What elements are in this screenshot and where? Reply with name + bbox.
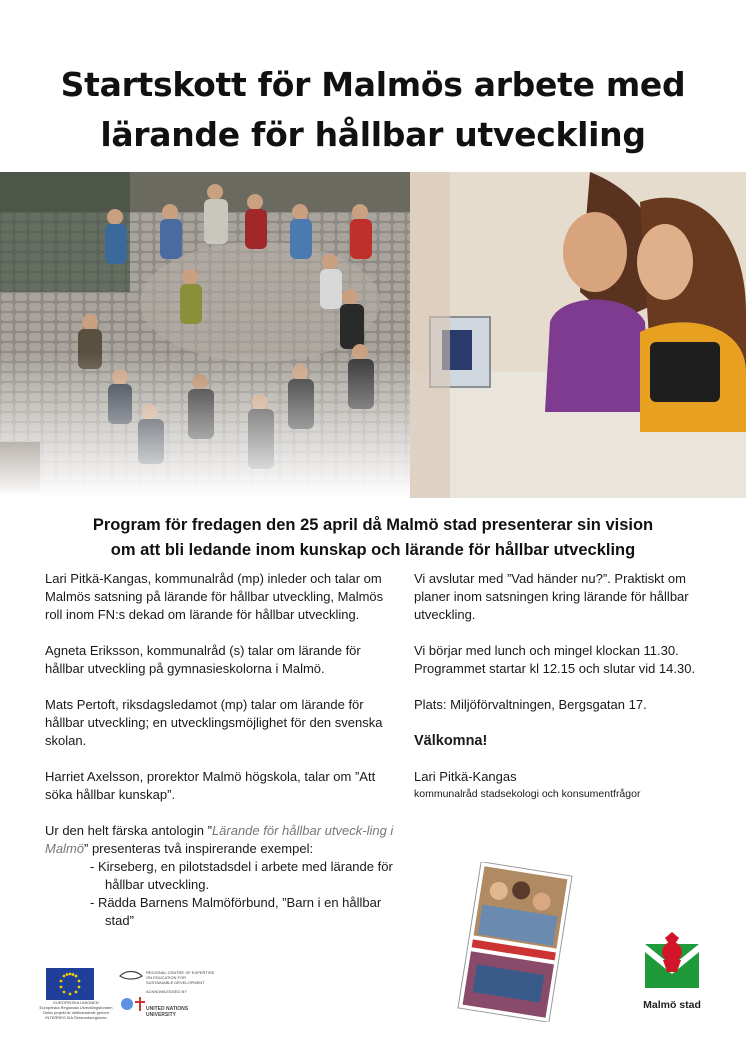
program-left-column [45, 570, 400, 930]
header-photos [0, 172, 746, 498]
anthology-booklet-image [455, 862, 575, 1027]
signature-role: kommunalråd stadsekologi och konsumentfrågor [414, 788, 641, 800]
eu-label-3: Detta projekt är delfinansierat genom [43, 1010, 109, 1015]
malmo-griffin-icon [641, 930, 703, 992]
program-item-1: Lari Pitkä-Kangas, kommunalråd (mp) inleder och talar om Malmös satsning på lärande för hållbar utveckling, Malmös roll inom FN:s dekad om lärande för hållbar utveckling. [45, 571, 384, 622]
malmo-stad-logo [640, 930, 704, 1011]
subtitle-line-2: om att bli ledande inom kunskap och lärande för hållbar utveckling [110, 541, 636, 559]
example-bullet-2: - Rädda Barnens Malmöförbund, ”Barn i en hållbar stad” [90, 895, 382, 928]
rce-label-1: REGIONAL CENTRE OF EXPERTISE [146, 970, 215, 975]
partner-logos [36, 966, 236, 1031]
rce-label-4: ACKNOWLEDGED BY [146, 989, 187, 994]
anthology-intro [45, 822, 400, 858]
title-line-2: lärande för hållbar utveckling [100, 115, 646, 154]
eu-label-4: INTERREG IIIA Öresundsregionen [45, 1015, 107, 1020]
unu-label-2: UNIVERSITY [146, 1012, 177, 1018]
malmo-stad-label: Malmö stad [643, 999, 701, 1011]
page-title [0, 60, 746, 160]
signature-name: Lari Pitkä-Kangas [414, 769, 517, 784]
rce-label-3: SUSTAINABLE DEVELOPMENT [146, 980, 205, 985]
title-line-1: Startskott för Malmös arbete med [60, 65, 686, 104]
photo-students-solar-panel [410, 172, 746, 498]
anthology-pre: Ur den helt färska antologin ” [45, 823, 212, 838]
program-item-2: Agneta Eriksson, kommunalråd (s) talar om lärande för hållbar utveckling på gymnasieskolorna i Malmö. [45, 643, 361, 676]
venue-info: Plats: Miljöförvaltningen, Bergsgatan 17. [414, 697, 647, 712]
program-right-column [414, 570, 714, 802]
anthology-post: ” presenteras två inspirerande exempel: [84, 841, 314, 856]
welcome-text: Välkomna! [414, 733, 488, 749]
program-item-4: Harriet Axelsson, prorektor Malmö högskola, talar om ”Att söka hållbar kunskap”. [45, 769, 376, 802]
unu-label-1: UNITED NATIONS [146, 1006, 189, 1012]
example-bullet-1: - Kirseberg, en pilotstadsdel i arbete med lärande för hållbar utveckling. [90, 859, 393, 892]
closing-item: Vi avslutar med ”Vad händer nu?”. Praktiskt om planer inom satsningen kring lärande för hållbar utveckling. [414, 571, 689, 622]
rce-label-2: ON EDUCATION FOR [146, 975, 186, 980]
subtitle-line-1: Program för fredagen den 25 april då Malmö stad presenterar sin vision [92, 516, 654, 534]
schedule-info: Vi börjar med lunch och mingel klockan 11.30. Programmet startar kl 12.15 och slutar vid 14.30. [414, 643, 696, 676]
photo-group-meeting [0, 172, 410, 498]
program-item-3: Mats Pertoft, riksdagsledamot (mp) talar om lärande för hållbar utveckling; en utvecklingsmöjlighet för den svenska skolan. [45, 697, 383, 748]
eu-label-1: EUROPEISKA UNIONEN [53, 1000, 99, 1005]
eu-label-2: Europeiska Regionala Utvecklingsfonden [39, 1005, 113, 1010]
program-subtitle [0, 513, 746, 563]
anthology-title: Lärande för hållbar utveck-ling i Malmö [45, 823, 394, 856]
